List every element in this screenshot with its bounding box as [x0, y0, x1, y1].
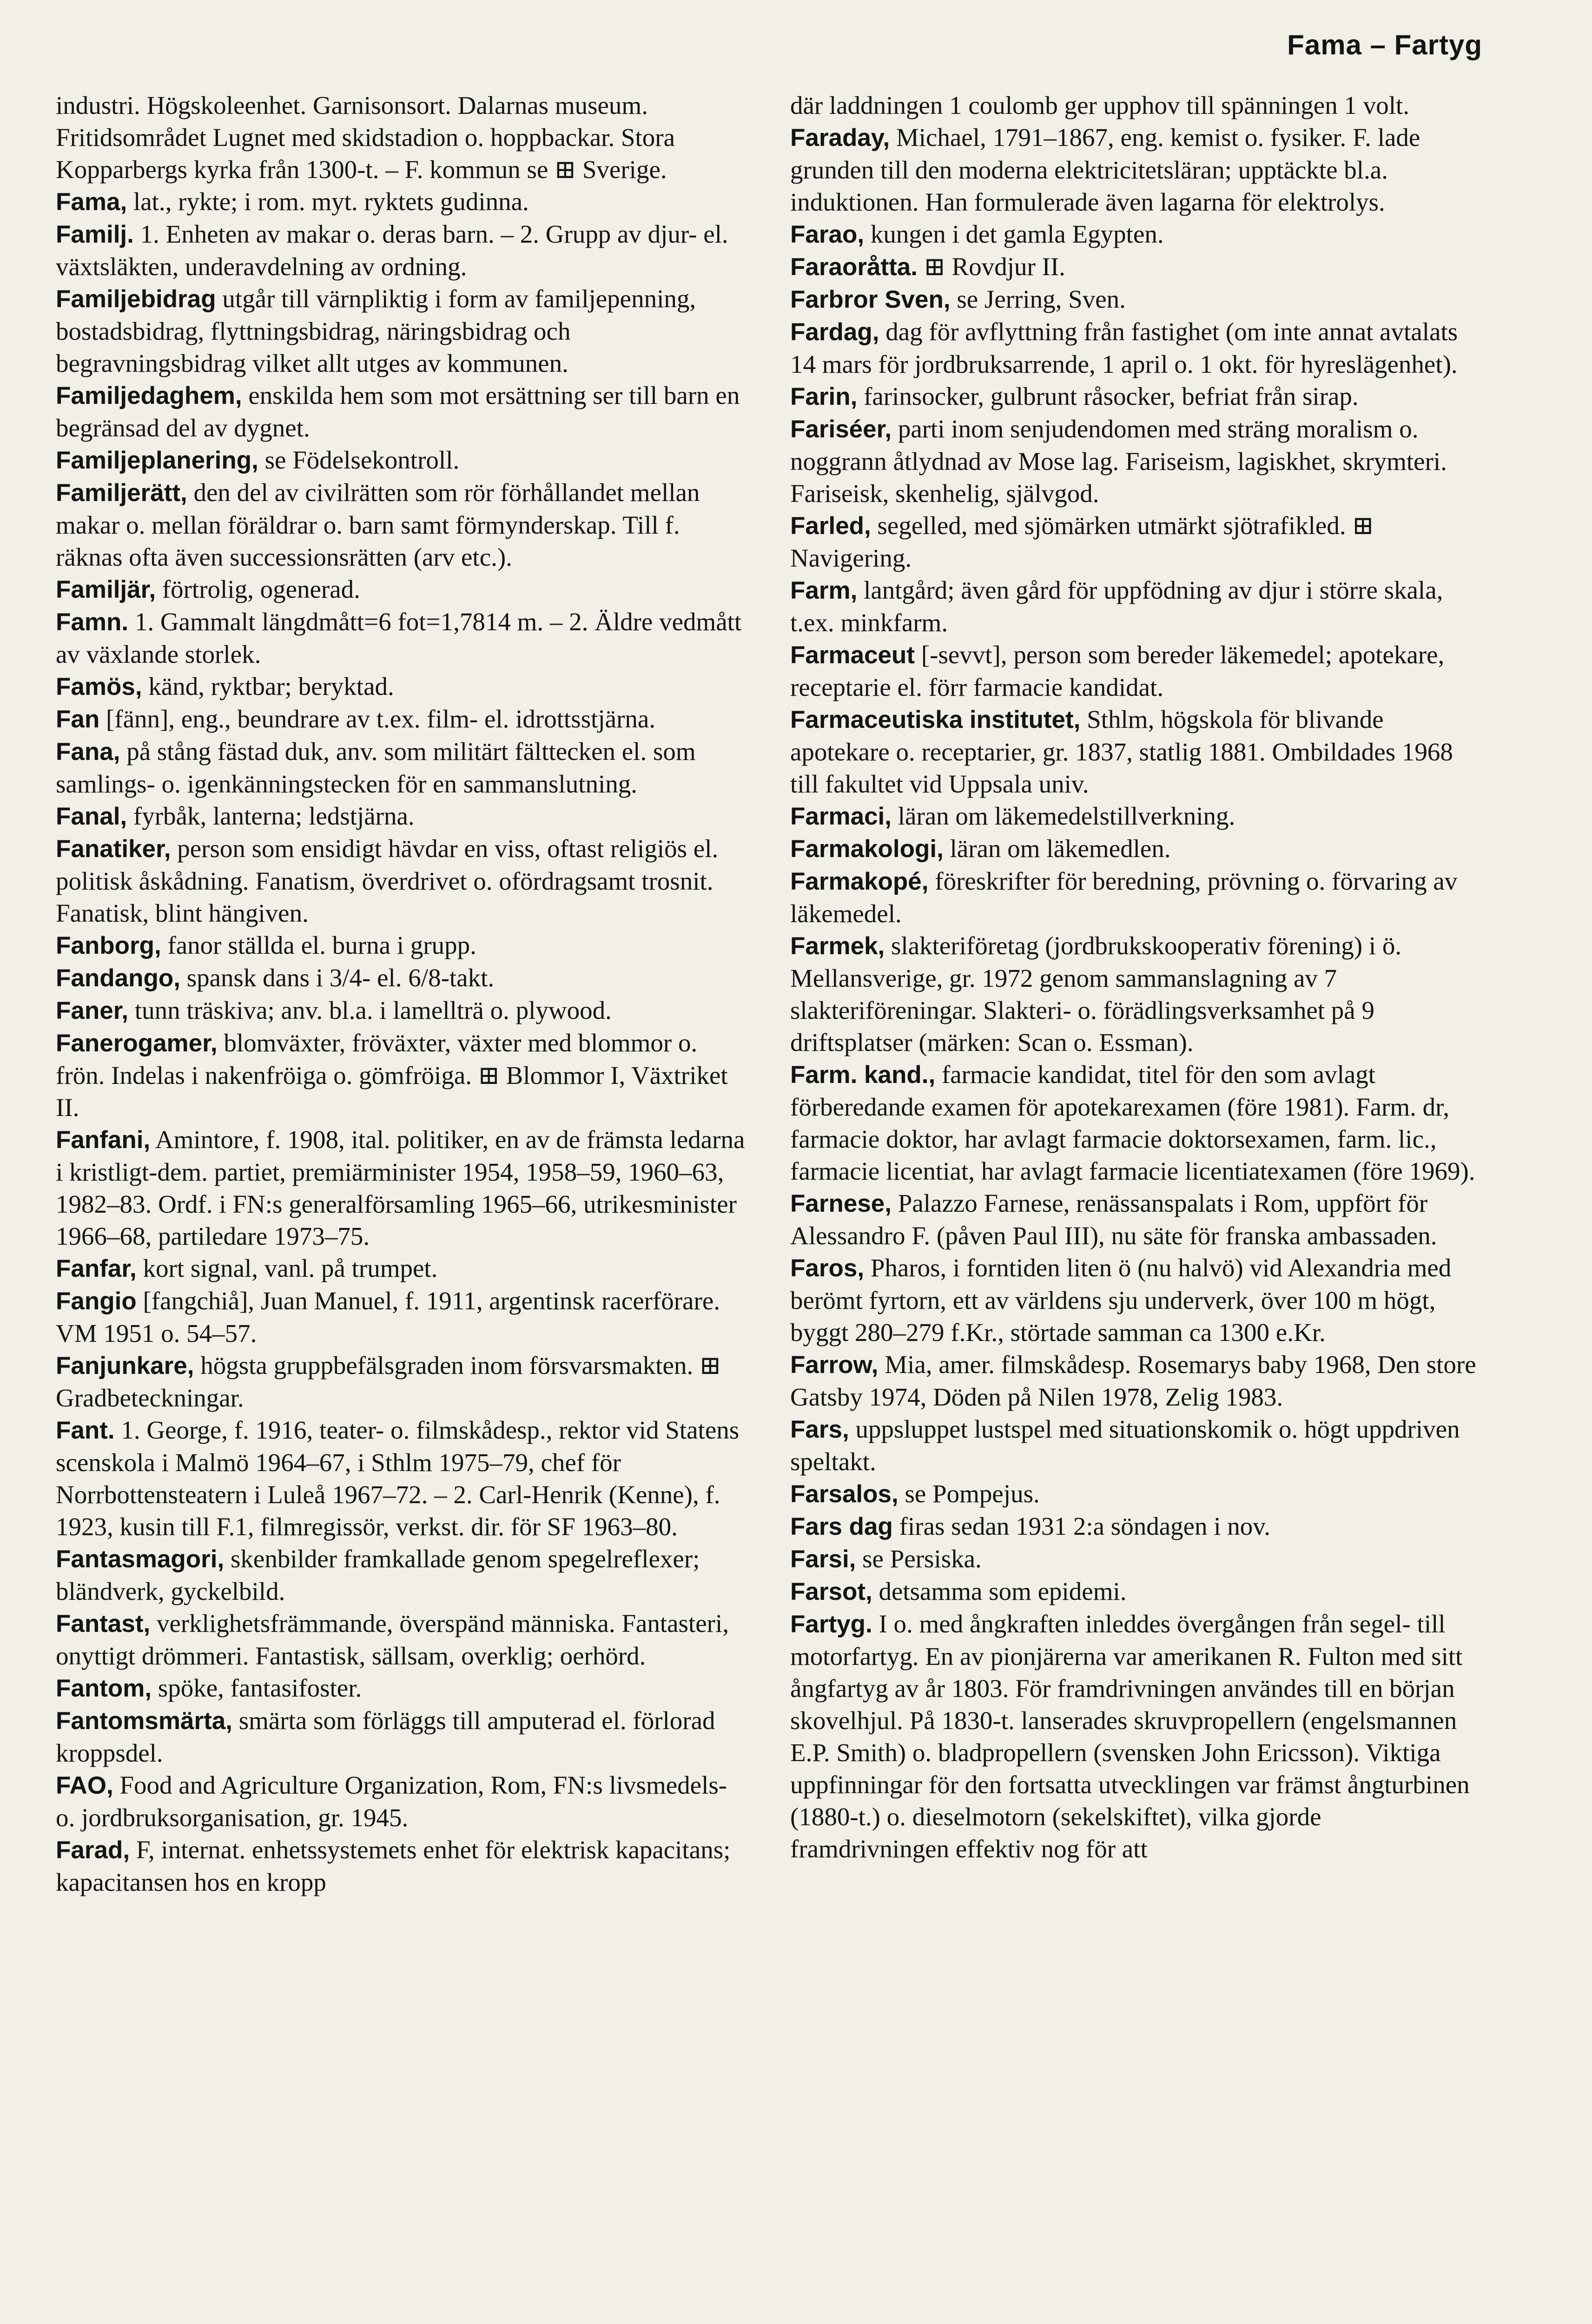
entry-definition: spöke, fantasifoster.	[152, 1674, 362, 1702]
entry-headword: Faraday,	[790, 124, 890, 152]
dictionary-entry	[790, 121, 1480, 218]
dictionary-entry	[790, 413, 1480, 509]
entry-headword: Farmakopé,	[790, 868, 929, 895]
dictionary-entry	[56, 476, 746, 573]
entry-definition: industri. Högskoleenhet. Garnisonsort. Dalarnas museum. Fritidsområdet Lugnet med skidstadion o. hoppbackar. Stora Kopparbergs kyrka från 1300-t. – F. kommun se ⊞ Sverige.	[56, 91, 675, 184]
entry-definition: farmacie kandidat, titel för den som avlagt förberedande examen för apotekarexamen (före 1981). Farm. dr, farmacie doktor, har avlagt farmacie doktorsexamen, farm. lic., farmacie licentiat, har avlagt farmacie licentiatexamen (före 1969).	[790, 1060, 1475, 1185]
entry-definition: segelled, med sjömärken utmärkt sjötrafikled. ⊞ Navigering.	[790, 511, 1374, 572]
dictionary-entry	[790, 1510, 1480, 1543]
entry-headword: Fariséer,	[790, 416, 892, 443]
dictionary-entry	[56, 89, 746, 185]
dictionary-entry	[56, 1672, 746, 1704]
entry-definition: F, internat. enhetssystemets enhet för elektrisk kapacitans; kapacitansen hos en kropp	[56, 1835, 731, 1896]
dictionary-entry	[790, 380, 1480, 413]
entry-headword: Fant.	[56, 1417, 115, 1444]
entry-definition: känd, ryktbar; beryktad.	[142, 672, 394, 700]
dictionary-entry	[790, 832, 1480, 865]
dictionary-entry	[790, 800, 1480, 832]
entry-headword: Fandango,	[56, 964, 180, 992]
dictionary-entry	[56, 800, 746, 832]
entry-definition: den del av civilrätten som rör förhållandet mellan makar o. mellan föräldrar o. barn samt förmynderskap. Till f. räknas ofta även successionsrätten (arv etc.).	[56, 478, 700, 571]
dictionary-entry	[790, 1058, 1480, 1187]
dictionary-entry	[56, 379, 746, 444]
dictionary-entry	[790, 1608, 1480, 1865]
entry-headword: Faner,	[56, 997, 129, 1024]
entry-headword: Farm,	[790, 577, 858, 604]
entry-headword: Famös,	[56, 673, 142, 700]
entry-headword: Fantasmagori,	[56, 1545, 225, 1573]
dictionary-entry	[56, 703, 746, 735]
dictionary-entry	[790, 1348, 1480, 1413]
entry-headword: Farrow,	[790, 1351, 879, 1379]
dictionary-entry	[790, 574, 1480, 639]
dictionary-entry	[56, 1704, 746, 1769]
entry-definition: parti inom senjudendomen med sträng moralism o. noggrann åtlydnad av Mose lag. Fariseism, lagiskhet, skrymteri. Fariseisk, skenhelig, självgod.	[790, 415, 1447, 508]
dictionary-entry	[790, 1575, 1480, 1608]
dictionary-entry	[56, 1252, 746, 1285]
entry-definition: 1. Enheten av makar o. deras barn. – 2. Grupp av djur- el. växtsläkten, underavdelning av ordning.	[56, 220, 728, 281]
entry-headword: Fanatiker,	[56, 835, 171, 863]
dictionary-entry	[56, 1027, 746, 1123]
dictionary-entry	[56, 218, 746, 283]
entry-headword: Fanfani,	[56, 1126, 151, 1154]
entry-definition: enskilda hem som mot ersättning ser till barn en begränsad del av dygnet.	[56, 381, 740, 442]
dictionary-entry	[56, 1414, 746, 1543]
entry-headword: Farnese,	[790, 1190, 892, 1217]
entry-headword: Fana,	[56, 738, 120, 766]
entry-headword: Fars,	[790, 1416, 849, 1443]
entry-headword: Farmek,	[790, 932, 885, 960]
dictionary-entry	[790, 1543, 1480, 1575]
entry-definition: Pharos, i forntiden liten ö (nu halvö) vid Alexandria med berömt fyrtorn, ett av världens sju underverk, över 100 m högt, byggt 280–279 f.Kr., störtade samman ca 1300 e.Kr.	[790, 1254, 1452, 1347]
entry-definition: kort signal, vanl. på trumpet.	[136, 1254, 438, 1282]
entry-definition: ⊞ Rovdjur II.	[917, 252, 1065, 281]
entry-headword: Farmakologi,	[790, 835, 944, 863]
entry-definition: Amintore, f. 1908, ital. politiker, en av de främsta ledarna i kristligt-dem. partiet, premiärminister 1954, 1958–59, 1960–63, 1982–83. Ordf. i FN:s generalförsamling 1965–66, utrikesminister 1966–68, partiledare 1973–75.	[56, 1125, 745, 1250]
dictionary-entry	[790, 218, 1480, 251]
entry-headword: Farao,	[790, 221, 865, 248]
entry-definition: 1. Gammalt längdmått=6 fot=1,7814 m. – 2. Äldre vedmått av växlande storlek.	[56, 607, 742, 668]
dictionary-entry	[790, 89, 1480, 121]
entry-definition: person som ensidigt hävdar en viss, oftast religiös el. politisk åskådning. Fanatism, överdrivet o. ofördragsamt trosnit. Fanatisk, blint hängiven.	[56, 834, 719, 927]
dictionary-entry	[56, 606, 746, 670]
dictionary-entry	[56, 573, 746, 606]
entry-definition: blomväxter, fröväxter, växter med blommor o. frön. Indelas i nakenfröiga o. gömfröiga. ⊞ Blommor I, Växtriket II.	[56, 1029, 728, 1122]
entry-headword: Fantomsmärta,	[56, 1707, 232, 1735]
entry-headword: Farsi,	[790, 1545, 856, 1573]
entry-headword: Fanborg,	[56, 932, 161, 959]
entry-headword: Farled,	[790, 512, 871, 540]
entry-definition: smärta som förläggs till amputerad el. förlorad kroppsdel.	[56, 1706, 715, 1767]
entry-headword: Farm. kand.,	[790, 1061, 936, 1089]
entry-headword: Fantast,	[56, 1610, 151, 1637]
dictionary-entry	[790, 1413, 1480, 1478]
entry-definition: [fänn], eng., beundrare av t.ex. film- el. idrottsstjärna.	[99, 705, 656, 733]
entry-definition: firas sedan 1931 2:a söndagen i nov.	[892, 1512, 1270, 1540]
dictionary-entry	[790, 865, 1480, 930]
dictionary-entry	[56, 929, 746, 962]
dictionary-entry	[56, 1543, 746, 1607]
dictionary-entry	[790, 283, 1480, 316]
entry-definition: se Jerring, Sven.	[950, 285, 1126, 313]
entry-headword: Fan	[56, 706, 100, 733]
entry-headword: Fanal,	[56, 803, 127, 830]
entry-definition: Mia, amer. filmskådesp. Rosemarys baby 1968, Den store Gatsby 1974, Döden på Nilen 1978, Zelig 1983.	[790, 1350, 1476, 1411]
entry-headword: Fanfar,	[56, 1255, 137, 1282]
entry-definition: lantgård; även gård för uppfödning av djur i större skala, t.ex. minkfarm.	[790, 576, 1443, 637]
dictionary-entry	[56, 1834, 746, 1898]
entry-headword: Faros,	[790, 1254, 865, 1282]
dictionary-entry	[790, 639, 1480, 703]
entry-headword: Farad,	[56, 1836, 130, 1864]
entry-definition: tunn träskiva; anv. bl.a. i lamellträ o. plywood.	[128, 996, 612, 1024]
entry-definition: skenbilder framkallade genom spegelreflexer; bländverk, gyckelbild.	[56, 1545, 700, 1605]
dictionary-entry	[790, 316, 1480, 380]
entry-definition: dag för avflyttning från fastighet (om inte annat avtalats 14 mars för jordbruksarrende, 1 april o. 1 okt. för hyreslägenhet).	[790, 317, 1458, 378]
entry-headword: Faraoråtta.	[790, 253, 918, 281]
entry-definition: Palazzo Farnese, renässanspalats i Rom, uppfört för Alessandro F. (påven Paul III), nu säte för franska ambassaden.	[790, 1189, 1437, 1250]
entry-definition: fyrbåk, lanterna; ledstjärna.	[127, 802, 415, 830]
entry-headword: Fardag,	[790, 318, 879, 346]
dictionary-entry	[790, 251, 1480, 283]
entry-headword: Farsot,	[790, 1578, 872, 1605]
entry-headword: FAO,	[56, 1772, 113, 1799]
entry-headword: Fanerogamer,	[56, 1030, 218, 1057]
dictionary-entry	[790, 1478, 1480, 1510]
entry-definition: läran om läkemedelstillverkning.	[892, 802, 1235, 830]
entry-headword: Familjerätt,	[56, 479, 187, 507]
entry-headword: Fars dag	[790, 1513, 893, 1540]
dictionary-entry	[56, 283, 746, 379]
entry-definition: Sthlm, högskola för blivande apotekare o. receptarier, gr. 1837, statlig 1881. Ombildades 1968 till fakultet vid Uppsala univ.	[790, 705, 1453, 798]
entry-headword: Familjedaghem,	[56, 382, 242, 409]
dictionary-entry	[56, 1769, 746, 1834]
entry-headword: Familjebidrag	[56, 285, 216, 313]
left-column	[56, 89, 746, 1898]
entry-headword: Farsalos,	[790, 1480, 898, 1508]
entry-definition: läran om läkemedlen.	[943, 834, 1171, 863]
dictionary-entry	[56, 444, 746, 476]
entry-definition: slakteriföretag (jordbrukskooperativ förening) i ö. Mellansverige, gr. 1972 genom sammanslagning av 7 slakteriföreningar. Slakteri- o. förädlingsverksamhet på 9 driftsplatser (märken: Scan o. Essman).	[790, 931, 1402, 1056]
dictionary-entry	[56, 832, 746, 929]
entry-headword: Farbror Sven,	[790, 286, 951, 313]
entry-definition: I o. med ångkraften inleddes övergången från segel- till motorfartyg. En av pionjärerna var amerikanen R. Fulton med sitt ångfartyg av år 1803. För framdrivningen användes till en början skovelhjul. På 1830-t. lanserades skruvpropellern (engelsmannen E.P. Smith) o. bladpropellern (svensken John Ericsson). Viktiga uppfinningar för den fortsatta utvecklingen var främst ångturbinen (1880-t.) o. dieselmotorn (sekelskiftet), vilka gjorde framdrivningen effektiv nog för att	[790, 1610, 1470, 1863]
entry-definition: se Pompejus.	[898, 1479, 1040, 1508]
dictionary-entry	[790, 1187, 1480, 1252]
entry-definition: utgår till värnpliktig i form av familjepenning, bostadsbidrag, flyttningsbidrag, näringsbidrag och begravningsbidrag vilket allt utges av kommunen.	[56, 284, 696, 377]
entry-definition: se Födelsekontroll.	[258, 446, 460, 474]
entry-headword: Familj.	[56, 221, 134, 248]
entry-definition: [fangchiå], Juan Manuel, f. 1911, argentinsk racerförare. VM 1951 o. 54–57.	[56, 1287, 720, 1347]
entry-headword: Fangio	[56, 1287, 137, 1315]
entry-definition: se Persiska.	[856, 1545, 982, 1573]
entry-definition: där laddningen 1 coulomb ger upphov till spänningen 1 volt.	[790, 91, 1410, 119]
entry-headword: Farmaceut	[790, 641, 915, 669]
entry-definition: fanor ställda el. burna i grupp.	[161, 931, 476, 959]
dictionary-entry	[56, 1349, 746, 1414]
dictionary-entry	[56, 1123, 746, 1252]
entry-definition: verklighetsfrämmande, överspänd människa. Fantasteri, onyttigt drömmeri. Fantastisk, sällsam, overklig; oerhörd.	[56, 1609, 729, 1670]
entry-headword: Farmaceutiska institutet,	[790, 706, 1081, 733]
entry-definition: [-sevvt], person som bereder läkemedel; apotekare, receptarie el. förr farmacie kandidat.	[790, 640, 1445, 701]
dictionary-entry	[56, 735, 746, 800]
dictionary-entry	[790, 930, 1480, 1058]
dictionary-entry	[790, 509, 1480, 574]
entry-definition: 1. George, f. 1916, teater- o. filmskådesp., rektor vid Statens scenskola i Malmö 1964–67, i Sthlm 1975–79, chef för Norrbottensteatern i Luleå 1967–72. – 2. Carl-Henrik (Kenne), f. 1923, kusin till F.1, filmregissör, verkst. dir. för SF 1963–80.	[56, 1416, 740, 1541]
entry-headword: Fantom,	[56, 1675, 152, 1702]
entry-definition: detsamma som epidemi.	[872, 1577, 1127, 1605]
running-head: Fama – Fartyg	[1287, 29, 1482, 60]
entry-headword: Farmaci,	[790, 803, 892, 830]
entry-definition: Michael, 1791–1867, eng. kemist o. fysiker. F. lade grunden till den moderna elektricitetsläran; upptäckte bl.a. induktionen. Han formulerade även lagarna för elektrolys.	[790, 123, 1420, 216]
dictionary-entry	[56, 185, 746, 218]
entry-definition: Food and Agriculture Organization, Rom, FN:s livsmedels- o. jordbruksorganisation, gr. 1945.	[56, 1771, 727, 1832]
dictionary-entry	[790, 703, 1480, 800]
dictionary-entry	[56, 670, 746, 703]
dictionary-entry	[56, 994, 746, 1027]
entry-headword: Familjär,	[56, 576, 156, 603]
dictionary-entry	[56, 1285, 746, 1349]
entry-definition: lat., rykte; i rom. myt. ryktets gudinna.	[127, 187, 529, 216]
entry-headword: Familjeplanering,	[56, 447, 258, 474]
entry-headword: Fanjunkare,	[56, 1352, 194, 1380]
entry-headword: Famn.	[56, 608, 129, 636]
entry-definition: på stång fästad duk, anv. som militärt fälttecken el. som samlings- o. igenkänningstecken för en sammanslutning.	[56, 737, 696, 798]
entry-definition: spansk dans i 3/4- el. 6/8-takt.	[180, 964, 495, 992]
dictionary-entry	[790, 1252, 1480, 1348]
entry-definition: kungen i det gamla Egypten.	[864, 220, 1164, 248]
entry-definition: förtrolig, ogenerad.	[156, 575, 360, 603]
entry-definition: uppsluppet lustspel med situationskomik o. högt uppdriven speltakt.	[790, 1415, 1460, 1476]
dictionary-entry	[56, 962, 746, 994]
entry-definition: farinsocker, gulbrunt råsocker, befriat från sirap.	[857, 382, 1359, 410]
entry-headword: Fama,	[56, 188, 127, 216]
dictionary-entry	[56, 1607, 746, 1672]
entry-definition: högsta gruppbefälsgraden inom försvarsmakten. ⊞ Gradbeteckningar.	[56, 1351, 721, 1412]
entry-headword: Fartyg.	[790, 1611, 872, 1638]
right-column	[790, 89, 1480, 1865]
entry-definition: föreskrifter för beredning, prövning o. förvaring av läkemedel.	[790, 867, 1458, 928]
entry-headword: Farin,	[790, 383, 858, 410]
